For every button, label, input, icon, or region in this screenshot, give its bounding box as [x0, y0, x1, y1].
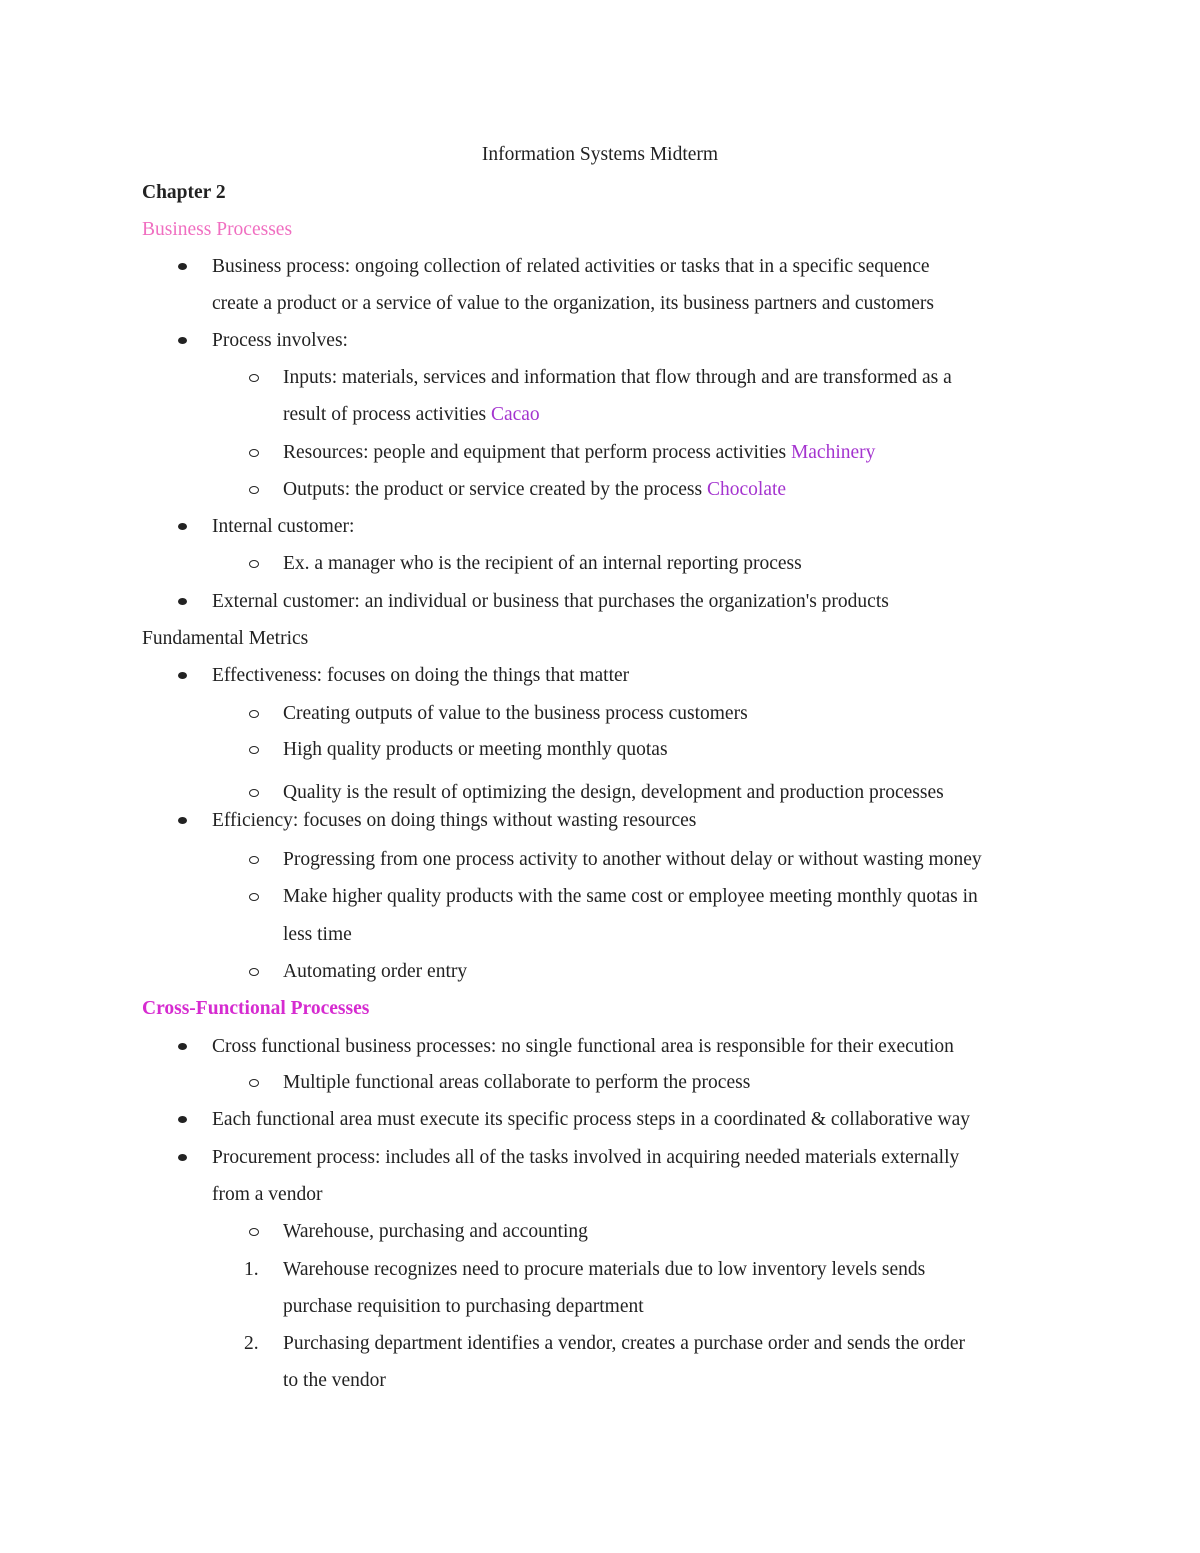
list-item-continuation [0, 1176, 1200, 1213]
hollow-bullet-icon [249, 560, 259, 568]
numbered-item-continuation [0, 1288, 1200, 1325]
hollow-bullet-icon [249, 1228, 259, 1236]
step-number: 2. [244, 1333, 259, 1354]
list-item [0, 322, 1200, 359]
list-item [0, 657, 1200, 694]
sub-list-item [0, 359, 1200, 396]
filled-bullet-icon [178, 817, 187, 824]
section-heading-line [0, 620, 1200, 657]
document-title: Information Systems Midterm [481, 144, 719, 165]
list-item-text: Internal customer: [212, 516, 355, 537]
list-item-text: Efficiency: focuses on doing things without wasting resources [212, 810, 697, 831]
sub-list-item-continuation [0, 396, 1200, 433]
list-item [0, 1028, 1200, 1065]
filled-bullet-icon [178, 672, 187, 679]
list-item-text: from a vendor [212, 1184, 323, 1205]
hollow-bullet-icon [249, 968, 259, 976]
resources-text: Resources: people and equipment that perform process activities [283, 442, 791, 463]
numbered-item-continuation [0, 1362, 1200, 1399]
sub-list-item-text [283, 434, 875, 471]
list-item [0, 1101, 1200, 1138]
list-item-text: Effectiveness: focuses on doing the things that matter [212, 665, 630, 686]
sub-list-item-text: Warehouse, purchasing and accounting [283, 1221, 588, 1242]
business-processes-heading: Business Processes [142, 219, 293, 240]
hollow-bullet-icon [249, 856, 259, 864]
numbered-item-text: Warehouse recognizes need to procure materials due to low inventory levels sends [283, 1259, 926, 1280]
sub-list-item-text: Inputs: materials, services and information that flow through and are transformed as a [283, 367, 952, 388]
sub-list-item [0, 434, 1200, 471]
hollow-bullet-icon [249, 486, 259, 494]
chapter-heading: Chapter 2 [142, 182, 226, 203]
hollow-bullet-icon [249, 374, 259, 382]
sub-list-item [0, 953, 1200, 990]
filled-bullet-icon [178, 598, 187, 605]
chapter-line [0, 174, 1200, 211]
filled-bullet-icon [178, 523, 187, 530]
numbered-item-text: purchase requisition to purchasing department [283, 1296, 644, 1317]
section-heading-line [0, 990, 1200, 1027]
sub-list-item-text: Make higher quality products with the same cost or employee meeting monthly quotas in [283, 886, 978, 907]
cross-functional-heading: Cross-Functional Processes [142, 998, 370, 1019]
list-item [0, 248, 1200, 285]
list-item [0, 583, 1200, 620]
example-cacao: Cacao [490, 404, 540, 425]
sub-list-item [0, 841, 1200, 878]
filled-bullet-icon [178, 1043, 187, 1050]
hollow-bullet-icon [249, 449, 259, 457]
filled-bullet-icon [178, 337, 187, 344]
list-item [0, 508, 1200, 545]
sub-list-item-text: Progressing from one process activity to another without delay or without wasting money [283, 849, 982, 870]
sub-list-item [0, 731, 1200, 768]
list-item-text: Procurement process: includes all of the tasks involved in acquiring needed materials externally [212, 1147, 960, 1168]
section-heading-line [0, 211, 1200, 248]
list-item-text: Process involves: [212, 330, 348, 351]
sub-list-item [0, 695, 1200, 732]
list-item [0, 1139, 1200, 1176]
sub-list-item-text [283, 396, 540, 433]
sub-list-item-text: Automating order entry [283, 961, 468, 982]
example-machinery: Machinery [790, 442, 876, 463]
sub-list-item [0, 878, 1200, 915]
sub-list-item [0, 1064, 1200, 1101]
sub-list-item-text: High quality products or meeting monthly quotas [283, 739, 668, 760]
list-item-text: External customer: an individual or business that purchases the organization's products [212, 591, 889, 612]
filled-bullet-icon [178, 263, 187, 270]
hollow-bullet-icon [249, 893, 259, 901]
hollow-bullet-icon [249, 789, 259, 797]
sub-list-item-text [283, 471, 786, 508]
numbered-item [0, 1325, 1200, 1362]
list-item-text: Business process: ongoing collection of related activities or tasks that in a specific sequence [212, 256, 930, 277]
inputs-text: result of process activities [283, 404, 491, 425]
list-item-text: create a product or a service of value to the organization, its business partners and customers [212, 293, 934, 314]
sub-list-item-text: less time [283, 924, 352, 945]
numbered-item [0, 1251, 1200, 1288]
sub-list-item [0, 471, 1200, 508]
example-chocolate: Chocolate [706, 479, 787, 500]
list-item-text: Each functional area must execute its specific process steps in a coordinated & collaborative way [212, 1109, 971, 1130]
numbered-item-text: Purchasing department identifies a vendor, creates a purchase order and sends the order [283, 1333, 965, 1354]
title-line [0, 136, 1200, 173]
step-number: 1. [244, 1259, 259, 1280]
list-item-continuation [0, 285, 1200, 322]
hollow-bullet-icon [249, 746, 259, 754]
hollow-bullet-icon [249, 710, 259, 718]
list-item-text: Cross functional business processes: no single functional area is responsible for their execution [212, 1036, 954, 1057]
sub-list-item [0, 545, 1200, 582]
outputs-text: Outputs: the product or service created by the process [283, 479, 707, 500]
sub-list-item-continuation [0, 916, 1200, 953]
hollow-bullet-icon [249, 1079, 259, 1087]
list-item [0, 802, 1200, 839]
sub-list-item-text: Creating outputs of value to the business process customers [283, 703, 748, 724]
sub-list-item [0, 1213, 1200, 1250]
filled-bullet-icon [178, 1116, 187, 1123]
sub-list-item-text: Multiple functional areas collaborate to perform the process [283, 1072, 751, 1093]
fundamental-metrics-heading: Fundamental Metrics [142, 628, 309, 649]
sub-list-item-text: Quality is the result of optimizing the design, development and production processes [283, 782, 944, 803]
sub-list-item-text: Ex. a manager who is the recipient of an internal reporting process [283, 553, 802, 574]
filled-bullet-icon [178, 1154, 187, 1161]
numbered-item-text: to the vendor [283, 1370, 386, 1391]
